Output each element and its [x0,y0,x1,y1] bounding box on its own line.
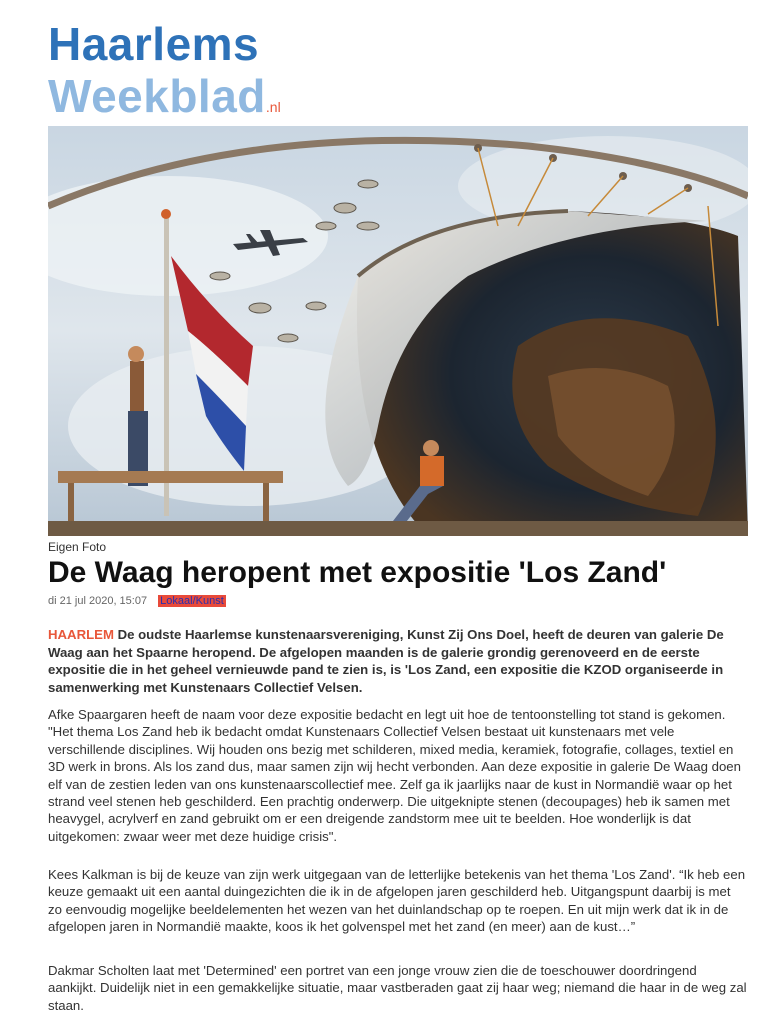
article-lead [48,626,748,696]
article-paragraph: Kees Kalkman is bij de keuze van zijn werk uitgegaan van de letterlijke betekenis van het thema 'Los Zand'. “Ik heb een keuze gemaakt uit een aantal duingezichten die ik in de afgelopen jaren geschilderd heb. Uitgangspunt daarbij is met zo eenvoudig mogelijke beeldelementen het wezen van het duinlandschap op te roepen. En uit mijn werk dat ik in de afgelopen jaren in Normandië maakte, koos ik het golvenspel met het zand (en meer) aan de kust…” [48,867,746,935]
article-photo [48,126,748,536]
category-link[interactable]: Lokaal/Kunst [160,595,224,607]
photo-caption: Eigen Foto [48,540,107,554]
article-meta [48,595,226,607]
logo-weekblad [48,70,281,133]
lead-city: HAARLEM [48,627,114,642]
logo-haarlems: Haarlems [48,18,260,70]
site-logo[interactable] [48,18,281,133]
article-paragraph: Afke Spaargaren heeft de naam voor deze expositie bedacht en legt uit hoe de tentoonstelling tot stand is gekomen. "Het thema Los Zand heb ik bedacht omdat Kunstenaars Collectief Velsen bestaat uit kunstenaars met vele verschillende disciplines. Wij houden ons bezig met schilderen, mixed media, keramiek, fotografie, collages, textiel en 3D werk in brons. Als los zand dus, maar samen zijn wij hecht verbonden. Aan deze expositie in galerie De Waag doen elf van de zestien leden van ons kunstenaarscollectief mee. Zelf ga ik jaarlijks naar de kust in Normandië waar op het strand veel stenen heb geschilderd. Een prachtig onderwerp. Die uitgeknipte stenen (decoupages) heb ik samen met heavygel, acrylverf en zand gebruikt om er een dreigende zandstorm mee uit te beelden. Hoe wonderlijk is dat uitgekomen: zwaar weer met deze huidige crisis". [48,707,741,844]
article-headline: De Waag heropent met expositie 'Los Zand' [48,556,667,589]
article-date: di 21 jul 2020, 15:07 [48,595,148,607]
logo-tld: .nl [265,99,281,115]
logo-weekblad-text: Weekblad [48,70,266,122]
lead-text: De oudste Haarlemse kunstenaarsvereniging, Kunst Zij Ons Doel, heeft de deuren van galerie De Waag aan het Spaarne heropend. De afgelopen maanden is de galerie grondig gerenoveerd en de eerste expositie die in het geheel vernieuwde pand te zien is, is 'Los Zand, een expositie die KZOD organiseerde in samenwerking met Kunstenaars Collectief Velsen. [48,627,724,695]
article-paragraph: Dakmar Scholten laat met 'Determined' een portret van een jonge vrouw zien die de toeschouwer doordringend aankijkt. Duidelijk niet in een gemakkelijke situatie, maar vastberaden gaat zij haar weg; niemand die haar in de weg zal staan. [48,963,747,1013]
